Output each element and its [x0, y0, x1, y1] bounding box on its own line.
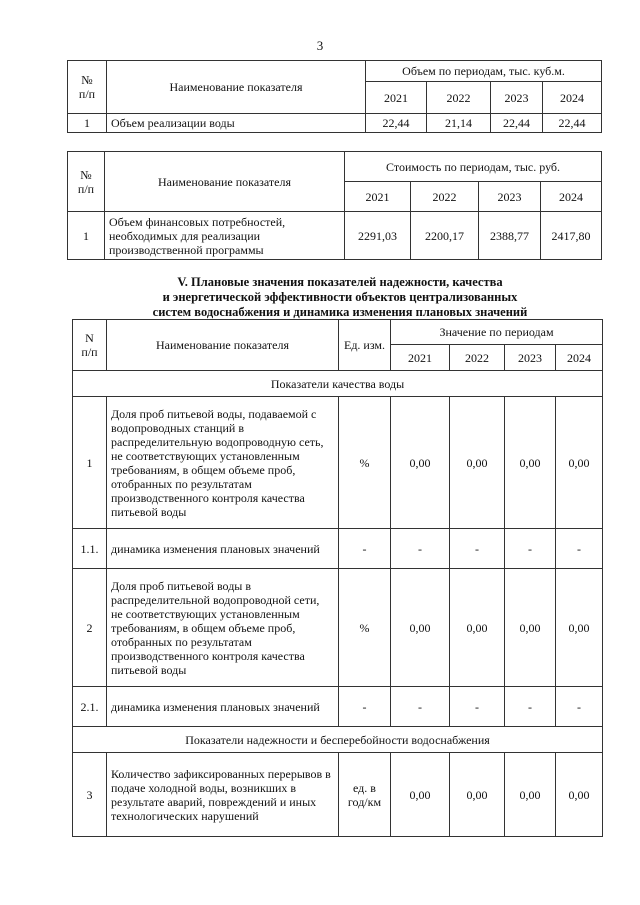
- value-cell: 2200,17: [411, 212, 479, 260]
- value-cell: 2417,80: [541, 212, 602, 260]
- year-header: 2021: [345, 182, 411, 212]
- row-num: 1: [73, 397, 107, 529]
- cost-table: [67, 151, 602, 260]
- row-name: динамика изменения плановых значений: [107, 529, 339, 569]
- value-cell: -: [556, 529, 603, 569]
- section-title-line: систем водоснабжения и динамика изменения плановых значений: [152, 305, 528, 319]
- value-cell: 0,00: [450, 569, 505, 687]
- year-header: 2024: [541, 182, 602, 212]
- value-cell: 22,44: [543, 114, 602, 133]
- row-name: Доля проб питьевой воды в распределительной водопроводной сети, не соответствующих установленным требованиям, в общем объеме проб, отобранных по результатам производственного контроля качества питьевой воды: [107, 569, 339, 687]
- row-name: Доля проб питьевой воды, подаваемой с водопроводных станций в распределительную водопроводную сеть, не соответствующих установленным требованиям, в общем объеме проб, отобранных по результатам производственного контроля качества питьевой воды: [107, 397, 339, 529]
- volume-table: [67, 60, 602, 133]
- row-num: 1.1.: [73, 529, 107, 569]
- unit-cell: -: [339, 529, 391, 569]
- year-header: 2022: [411, 182, 479, 212]
- unit-cell: %: [339, 569, 391, 687]
- value-cell: 22,44: [366, 114, 427, 133]
- year-header: 2024: [556, 345, 603, 371]
- page-number: 3: [316, 38, 324, 53]
- value-cell: 0,00: [391, 753, 450, 837]
- period-group-header: Объем по периодам, тыс. куб.м.: [366, 61, 602, 82]
- value-cell: 21,14: [427, 114, 491, 133]
- row-name: динамика изменения плановых значений: [107, 687, 339, 727]
- value-cell: -: [556, 687, 603, 727]
- year-header: 2024: [543, 82, 602, 114]
- value-cell: -: [505, 529, 556, 569]
- period-group-header: Значение по периодам: [391, 320, 603, 345]
- value-cell: 0,00: [505, 397, 556, 529]
- row-name: Количество зафиксированных перерывов в подаче холодной воды, возникших в результате аварий, повреждений и иных технологических нарушений: [107, 753, 339, 837]
- value-cell: 0,00: [450, 397, 505, 529]
- value-cell: -: [450, 529, 505, 569]
- row-num: 3: [73, 753, 107, 837]
- value-cell: 0,00: [505, 569, 556, 687]
- value-cell: 0,00: [391, 397, 450, 529]
- row-num: 1: [68, 212, 105, 260]
- value-cell: 2388,77: [479, 212, 541, 260]
- year-header: 2022: [450, 345, 505, 371]
- value-cell: 0,00: [556, 397, 603, 529]
- row-num: 2.1.: [73, 687, 107, 727]
- num-header: № п/п: [68, 61, 107, 114]
- section-title-line: и энергетической эффективности объектов централизованных: [162, 290, 518, 304]
- section-row-reliability: Показатели надежности и бесперебойности водоснабжения: [73, 727, 603, 753]
- section-title-line: V. Плановые значения показателей надежности, качества: [177, 275, 503, 289]
- value-cell: -: [391, 687, 450, 727]
- value-cell: 0,00: [505, 753, 556, 837]
- year-header: 2021: [366, 82, 427, 114]
- value-cell: -: [505, 687, 556, 727]
- unit-cell: %: [339, 397, 391, 529]
- name-header: Наименование показателя: [107, 320, 339, 371]
- indicators-table: [72, 319, 603, 837]
- row-name: Объем реализации воды: [107, 114, 366, 133]
- row-num: 2: [73, 569, 107, 687]
- value-cell: 0,00: [391, 569, 450, 687]
- value-cell: 2291,03: [345, 212, 411, 260]
- year-header: 2021: [391, 345, 450, 371]
- num-header: № п/п: [68, 152, 105, 212]
- row-num: 1: [68, 114, 107, 133]
- section-title: [0, 275, 640, 320]
- year-header: 2022: [427, 82, 491, 114]
- name-header: Наименование показателя: [105, 152, 345, 212]
- section-row-quality: Показатели качества воды: [73, 371, 603, 397]
- year-header: 2023: [479, 182, 541, 212]
- num-header: N п/п: [73, 320, 107, 371]
- name-header: Наименование показателя: [107, 61, 366, 114]
- year-header: 2023: [491, 82, 543, 114]
- value-cell: -: [450, 687, 505, 727]
- period-group-header: Стоимость по периодам, тыс. руб.: [345, 152, 602, 182]
- unit-cell: ед. в год/км: [339, 753, 391, 837]
- year-header: 2023: [505, 345, 556, 371]
- value-cell: -: [391, 529, 450, 569]
- value-cell: 0,00: [450, 753, 505, 837]
- unit-header: Ед. изм.: [339, 320, 391, 371]
- value-cell: 22,44: [491, 114, 543, 133]
- row-name: Объем финансовых потребностей, необходимых для реализации производственной программы: [105, 212, 345, 260]
- unit-cell: -: [339, 687, 391, 727]
- value-cell: 0,00: [556, 569, 603, 687]
- value-cell: 0,00: [556, 753, 603, 837]
